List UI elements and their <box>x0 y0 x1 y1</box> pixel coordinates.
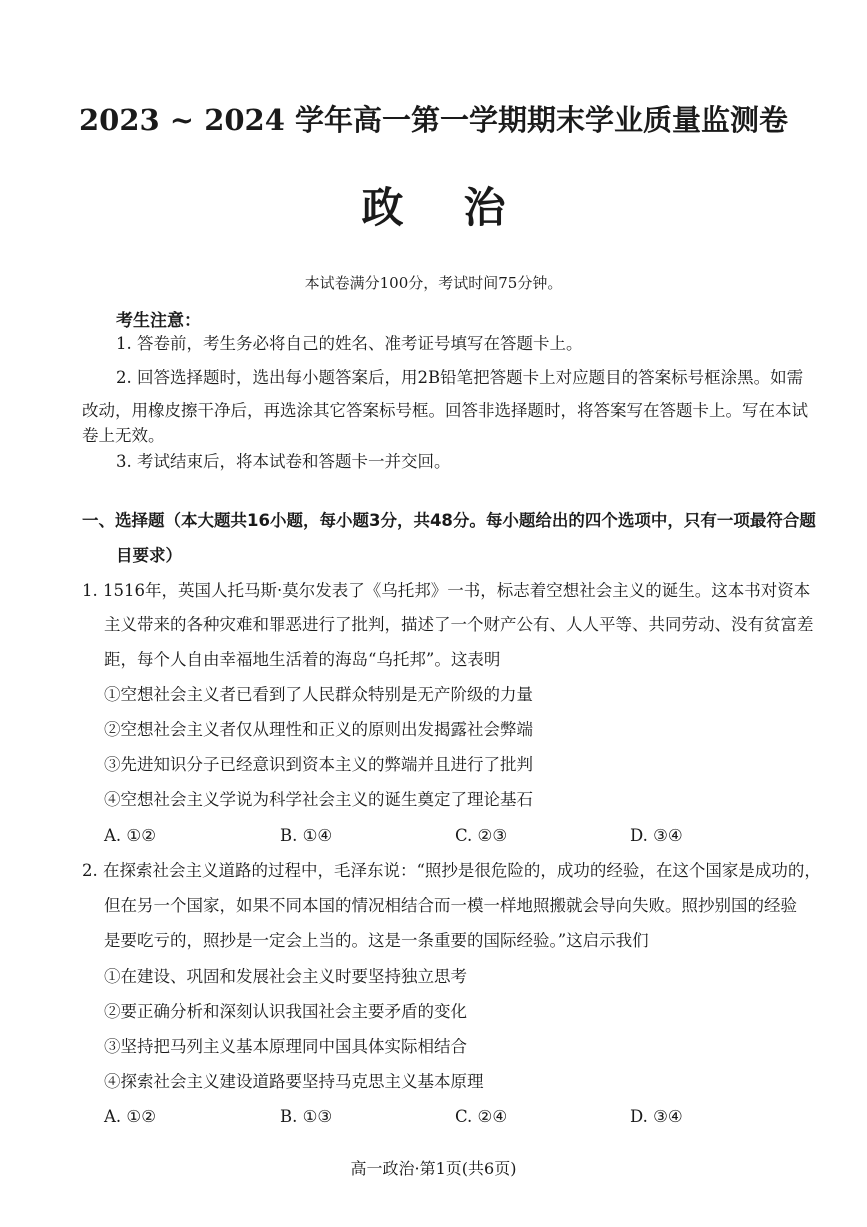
question-stem: 距，每个人自由幸福地生活着的海岛“乌托邦”。这表明 <box>104 650 501 669</box>
page-footer: 高一政治·第1页(共6页) <box>350 1159 517 1178</box>
question-stem: 主义带来的各种灾难和罪恶进行了批判，描述了一个财产公有、人人平等、共同劳动、没有贫富差 <box>104 615 814 634</box>
statement: ②空想社会主义者仅从理性和正义的原则出发揭露社会弊端 <box>104 720 533 739</box>
statement: ④空想社会主义学说为科学社会主义的诞生奠定了理论基石 <box>104 790 533 809</box>
notice-line: 3. 考试结束后，将本试卷和答题卡一并交回。 <box>116 452 451 471</box>
question-stem: 1. 1516年，英国人托马斯·莫尔发表了《乌托邦》一书，标志着空想社会主义的诞生。这本书对资本 <box>82 581 811 600</box>
question-stem: 是要吃亏的，照抄是一定会上当的。这是一条重要的国际经验。”这启示我们 <box>104 931 649 950</box>
option-c: C. ②③ <box>455 826 508 845</box>
statement: ④探索社会主义建设道路要坚持马克思主义基本原理 <box>104 1072 484 1091</box>
statement: ②要正确分析和深刻认识我国社会主要矛盾的变化 <box>104 1002 467 1021</box>
option-d: D. ③④ <box>630 1107 683 1126</box>
notice-heading: 考生注意： <box>116 311 201 331</box>
question-stem: 2. 在探索社会主义道路的过程中，毛泽东说：“照抄是很危险的，成功的经验，在这个国家是成功的， <box>82 861 821 880</box>
section-heading: 目要求） <box>116 546 182 565</box>
exam-title: 2023 ~ 2024 学年高一第一学期期末学业质量监测卷 <box>78 103 788 137</box>
option-a: A. ①② <box>104 1107 156 1126</box>
subject-title: 政治 <box>361 183 566 232</box>
option-b: B. ①④ <box>280 826 333 845</box>
notice-line: 2. 回答选择题时，选出每小题答案后，用2B铅笔把答题卡上对应题目的答案标号框涂黑。如需 <box>116 368 804 387</box>
section-heading: 一、选择题（本大题共16小题，每小题3分，共48分。每小题给出的四个选项中，只有一项最符合题 <box>82 511 816 530</box>
notice-line: 卷上无效。 <box>82 426 165 445</box>
notice-line: 1. 答卷前，考生务必将自己的姓名、准考证号填写在答题卡上。 <box>116 334 583 353</box>
option-a: A. ①② <box>104 826 156 845</box>
option-d: D. ③④ <box>630 826 683 845</box>
question-stem: 但在另一个国家，如果不同本国的情况相结合而一模一样地照搬就会导向失败。照抄别国的经验 <box>104 896 797 915</box>
statement: ③先进知识分子已经意识到资本主义的弊端并且进行了批判 <box>104 755 533 774</box>
statement: ③坚持把马列主义基本原理同中国具体实际相结合 <box>104 1037 467 1056</box>
notice-line: 改动，用橡皮擦干净后，再选涂其它答案标号框。回答非选择题时，将答案写在答题卡上。写在本试 <box>82 401 808 420</box>
exam-info: 本试卷满分100分，考试时间75分钟。 <box>304 274 563 292</box>
option-b: B. ①③ <box>280 1107 333 1126</box>
option-c: C. ②④ <box>455 1107 508 1126</box>
statement: ①在建设、巩固和发展社会主义时要坚持独立思考 <box>104 967 467 986</box>
statement: ①空想社会主义者已看到了人民群众特别是无产阶级的力量 <box>104 685 533 704</box>
